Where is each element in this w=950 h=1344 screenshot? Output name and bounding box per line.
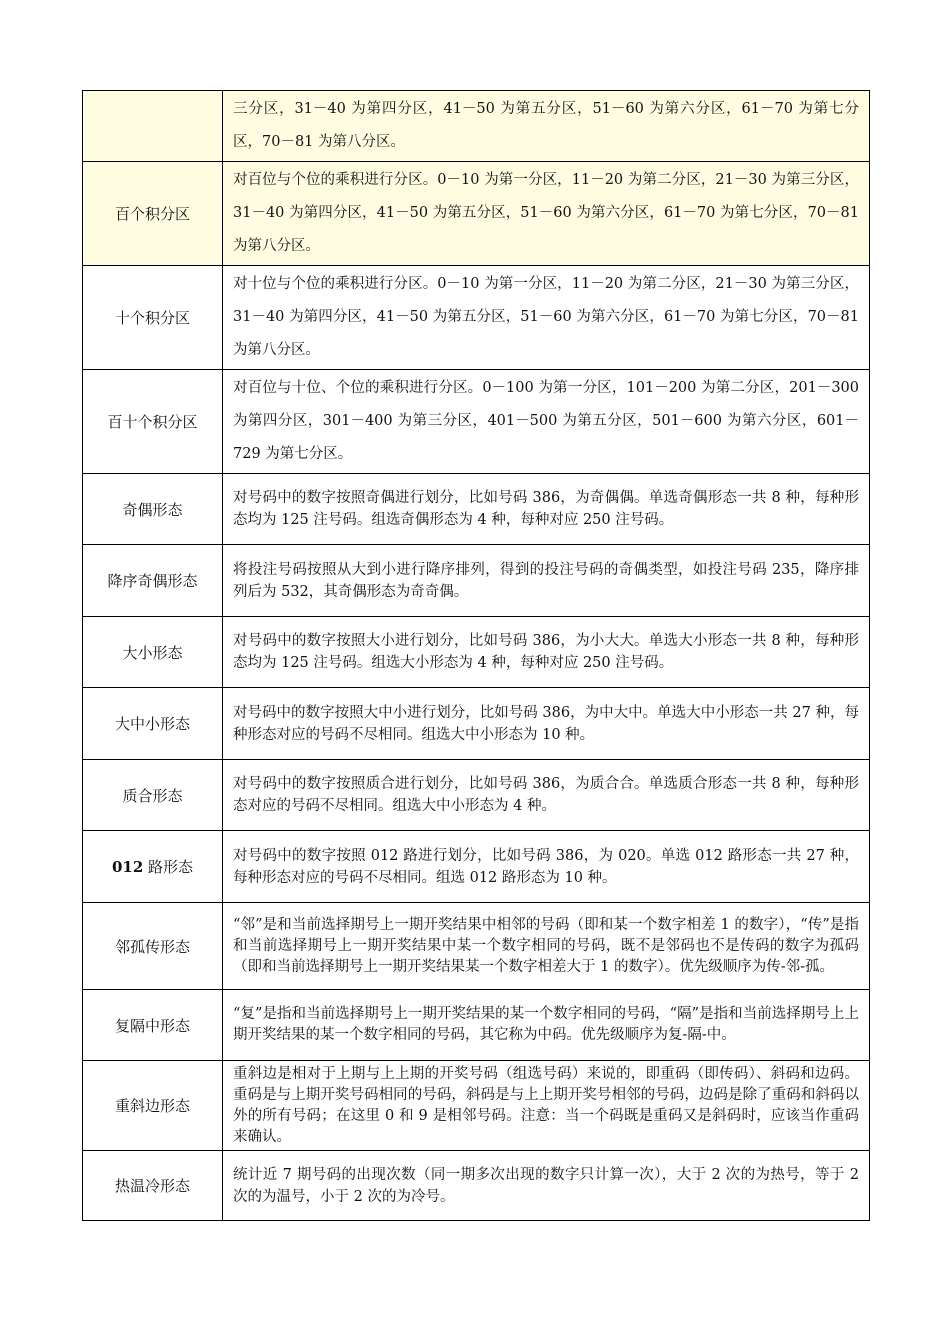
description-cell: 三分区，31－40 为第四分区，41－50 为第五分区，51－60 为第六分区，61－70 为第七分区，70－81 为第八分区。: [223, 91, 870, 162]
term-cell: 奇偶形态: [83, 474, 223, 545]
table-row: [83, 370, 870, 474]
document-page: [82, 90, 870, 1221]
table-row: [83, 1151, 870, 1221]
term-cell: 十个积分区: [83, 266, 223, 370]
table-row: [83, 91, 870, 162]
term-cell: 大中小形态: [83, 688, 223, 760]
term-cell: 大小形态: [83, 617, 223, 688]
description-cell: 对百位与个位的乘积进行分区。0－10 为第一分区，11－20 为第二分区，21－30 为第三分区，31－40 为第四分区，41－50 为第五分区，51－60 为第六分区，61－70 为第七分区，70－81 为第八分区。: [223, 162, 870, 266]
term-number: 012: [111, 858, 144, 876]
term-cell: 复隔中形态: [83, 990, 223, 1061]
description-cell: 对号码中的数字按照 012 路进行划分，比如号码 386，为 020。单选 012 路形态一共 27 种，每种形态对应的号码不尽相同。组选 012 路形态为 10 种。: [223, 831, 870, 903]
table-row: [83, 831, 870, 903]
table-row: [83, 266, 870, 370]
table-row: [83, 545, 870, 617]
description-cell: 对号码中的数字按照质合进行划分，比如号码 386，为质合合。单选质合形态一共 8 种，每种形态对应的号码不尽相同。组选大中小形态为 4 种。: [223, 760, 870, 831]
description-cell: 对十位与个位的乘积进行分区。0－10 为第一分区，11－20 为第二分区，21－30 为第三分区，31－40 为第四分区，41－50 为第五分区，51－60 为第六分区，61－70 为第七分区，70－81 为第八分区。: [223, 266, 870, 370]
term-cell: [83, 91, 223, 162]
definition-table: [82, 90, 870, 1221]
table-row: [83, 617, 870, 688]
description-cell: 将投注号码按照从大到小进行降序排列，得到的投注号码的奇偶类型，如投注号码 235，降序排列后为 532，其奇偶形态为奇奇偶。: [223, 545, 870, 617]
description-cell: 对号码中的数字按照大小进行划分，比如号码 386，为小大大。单选大小形态一共 8 种，每种形态均为 125 注号码。组选大小形态为 4 种，每种对应 250 注号码。: [223, 617, 870, 688]
description-cell: “邻”是和当前选择期号上一期开奖结果中相邻的号码（即和某一个数字相差 1 的数字），“传”是指和当前选择期号上一期开奖结果中某一个数字相同的号码，既不是邻码也不是传码的数字为孤码（即和当前选择期号上一期开奖结果某一个数字相差大于 1 的数字）。优先级顺序为传-邻-孤。: [223, 903, 870, 990]
description-cell: 对百位与十位、个位的乘积进行分区。0－100 为第一分区，101－200 为第二分区，201－300 为第四分区，301－400 为第三分区，401－500 为第五分区，501－600 为第六分区，601－729 为第七分区。: [223, 370, 870, 474]
table-row: [83, 903, 870, 990]
term-cell: 降序奇偶形态: [83, 545, 223, 617]
description-cell: 对号码中的数字按照奇偶进行划分，比如号码 386，为奇偶偶。单选奇偶形态一共 8 种，每种形态均为 125 注号码。组选奇偶形态为 4 种，每种对应 250 注号码。: [223, 474, 870, 545]
table-row: [83, 474, 870, 545]
description-cell: “复”是指和当前选择期号上一期开奖结果的某一个数字相同的号码，“隔”是指和当前选择期号上上期开奖结果的某一个数字相同的号码，其它称为中码。优先级顺序为复-隔-中。: [223, 990, 870, 1061]
description-cell: 重斜边是相对于上期与上上期的开奖号码（组选号码）来说的，即重码（即传码）、斜码和边码。重码是与上期开奖号码相同的号码，斜码是与上上期开奖号相邻的号码，边码是除了重码和斜码以外的所有号码；在这里 0 和 9 是相邻号码。注意：当一个码既是重码又是斜码时，应该当作重码来确认。: [223, 1061, 870, 1151]
term-suffix: 路形态: [143, 858, 194, 876]
table-row: [83, 1061, 870, 1151]
term-cell: 质合形态: [83, 760, 223, 831]
table-row: [83, 990, 870, 1061]
table-row: [83, 162, 870, 266]
term-cell: 百个积分区: [83, 162, 223, 266]
term-cell: 热温冷形态: [83, 1151, 223, 1221]
term-cell: [83, 831, 223, 903]
term-cell: 重斜边形态: [83, 1061, 223, 1151]
description-cell: 对号码中的数字按照大中小进行划分，比如号码 386，为中大中。单选大中小形态一共 27 种，每种形态对应的号码不尽相同。组选大中小形态为 10 种。: [223, 688, 870, 760]
description-cell: 统计近 7 期号码的出现次数（同一期多次出现的数字只计算一次），大于 2 次的为热号，等于 2 次的为温号，小于 2 次的为冷号。: [223, 1151, 870, 1221]
term-cell: 邻孤传形态: [83, 903, 223, 990]
term-cell: 百十个积分区: [83, 370, 223, 474]
table-row: [83, 688, 870, 760]
table-row: [83, 760, 870, 831]
